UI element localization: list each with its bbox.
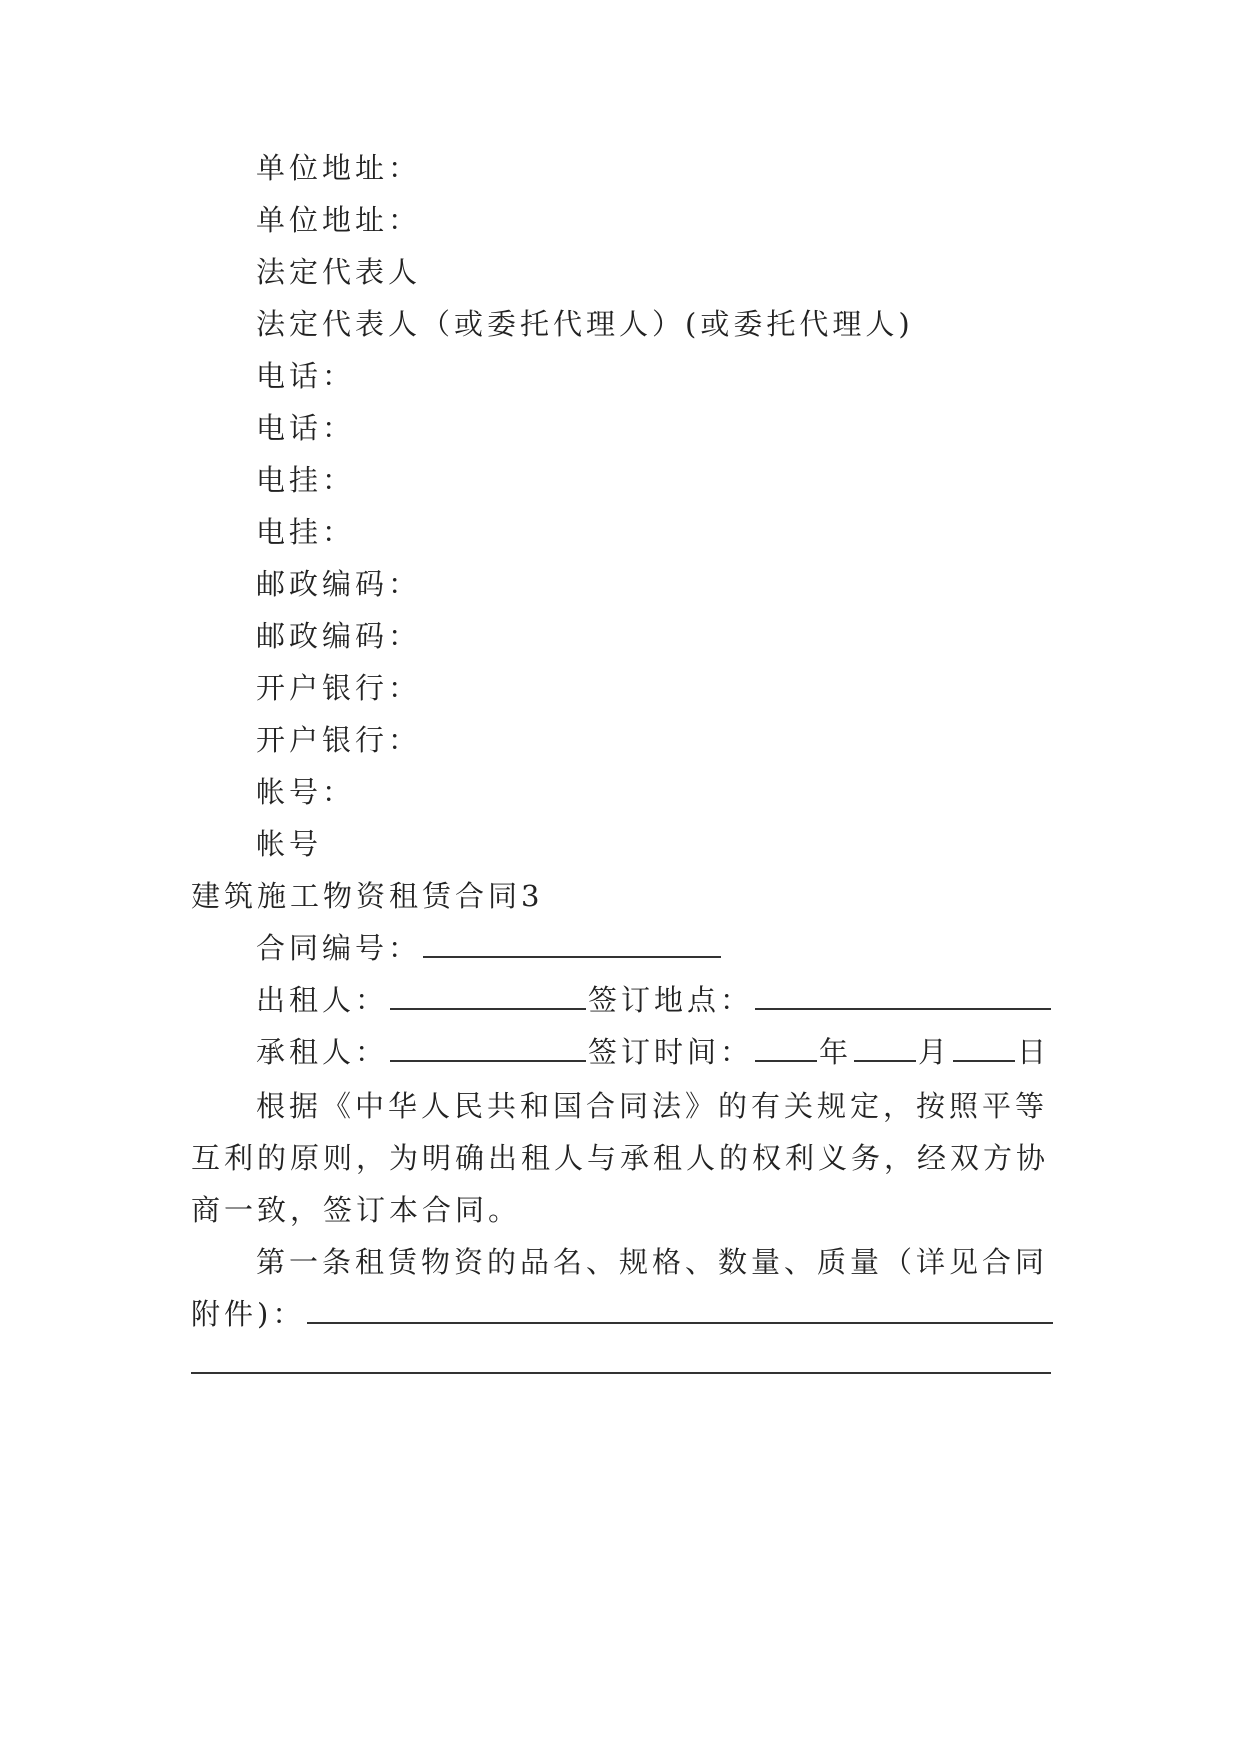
field-telegraph: 电挂： [256,463,356,497]
field-phone: 电话： [256,411,356,445]
field-legal-rep: 法定代表人 [256,255,422,289]
day-label: 日 [1017,1035,1051,1069]
contract-number-row [256,930,1051,966]
contract-number-blank [423,930,721,958]
article1-attachment-label: 附件)： [191,1297,306,1331]
field-bank: 开户银行： [256,671,422,705]
month-label: 月 [918,1035,952,1069]
sign-place-label: 签订地点： [588,983,754,1017]
field-postal-code: 邮政编码： [256,567,422,601]
day-blank [953,1034,1015,1062]
year-label: 年 [819,1035,853,1069]
field-telegraph: 电挂： [256,515,356,549]
field-unit-address: 单位地址： [256,203,422,237]
year-blank [755,1034,817,1062]
lessee-label: 承租人： [256,1035,389,1069]
article1-blank-line [191,1372,1051,1374]
article1-line: 第一条租赁物资的品名、规格、数量、质量（详见合同 [256,1245,1049,1279]
field-unit-address: 单位地址： [256,151,422,185]
sign-place-blank [755,982,1051,1010]
contract-title: 建筑施工物资租赁合同3 [191,879,544,913]
field-account: 帐号 [256,827,323,861]
month-blank [854,1034,916,1062]
lessee-blank [390,1034,586,1062]
field-account: 帐号： [256,775,356,809]
field-bank: 开户银行： [256,723,422,757]
lessee-row [256,1034,1051,1070]
article1-line-2 [191,1296,1051,1332]
article1-blank [307,1296,1053,1324]
preamble-line: 互利的原则，为明确出租人与承租人的权利义务，经双方协 [191,1141,1050,1175]
preamble-line: 根据《中华人民共和国合同法》的有关规定，按照平等 [256,1089,1049,1123]
field-phone: 电话： [256,359,356,393]
lessor-row [256,982,1051,1018]
sign-time-label: 签订时间： [588,1035,754,1069]
lessor-label: 出租人： [256,983,389,1017]
field-postal-code: 邮政编码： [256,619,422,653]
contract-number-label: 合同编号： [256,931,422,965]
lessor-blank [390,982,586,1010]
field-legal-rep-agent: 法定代表人（或委托代理人）(或委托代理人) [256,307,914,341]
preamble-line: 商一致，签订本合同。 [191,1193,522,1227]
